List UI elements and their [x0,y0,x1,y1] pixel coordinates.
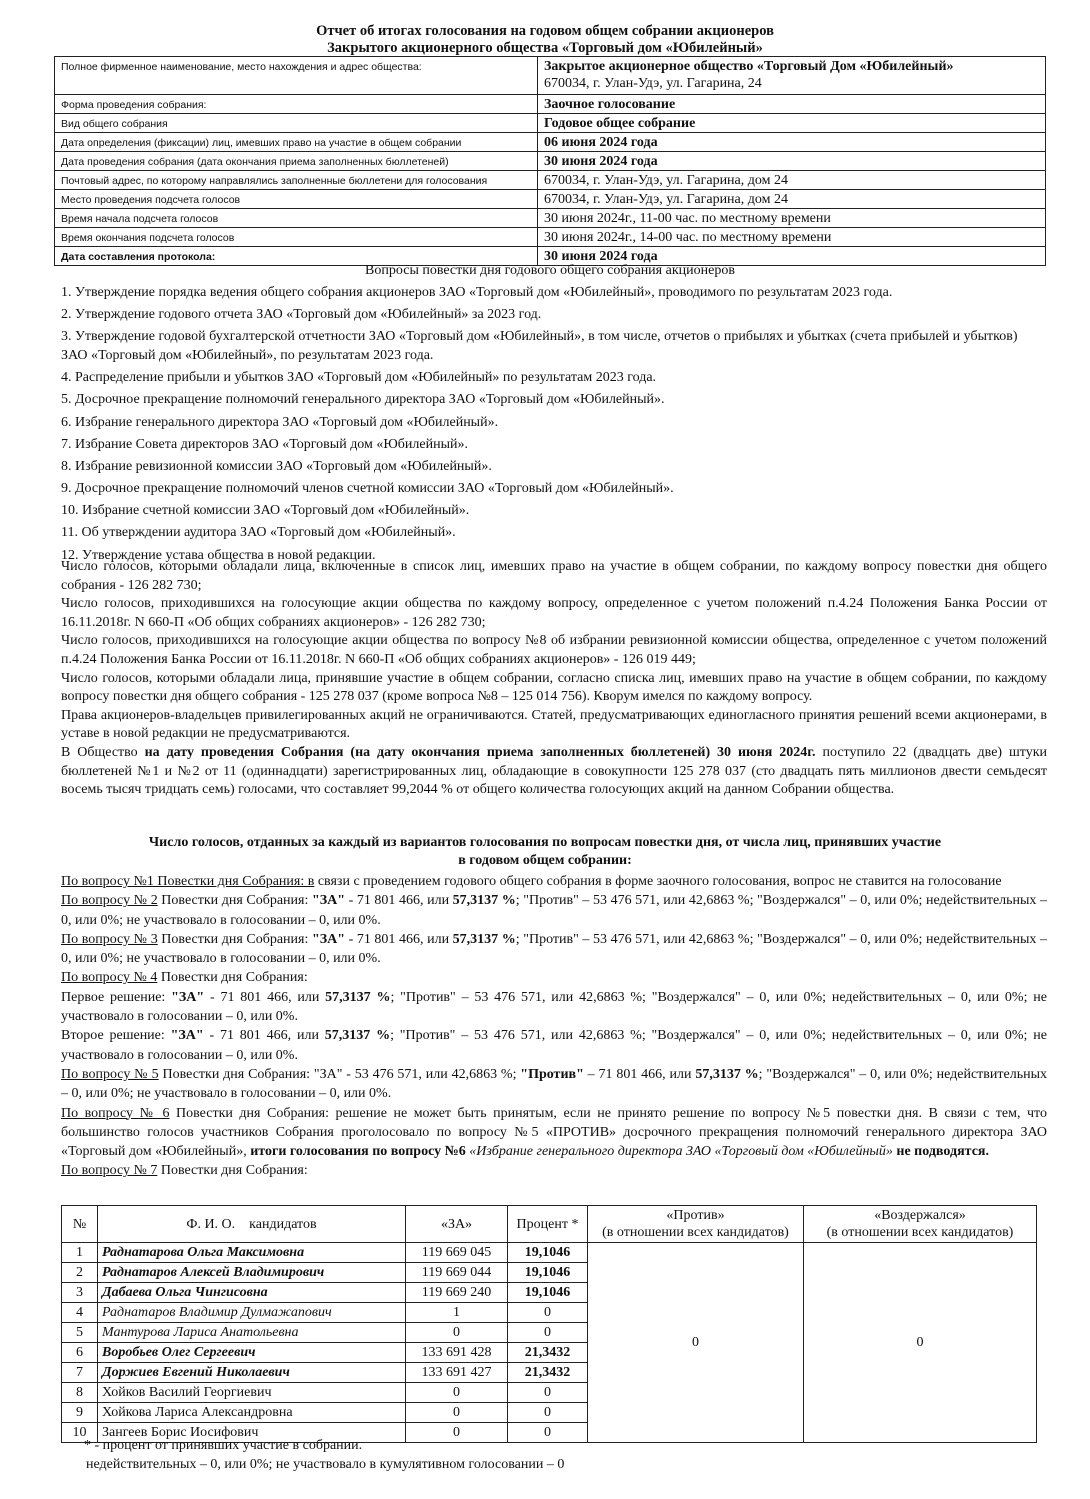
candidate-name: Раднатаров Алексей Владимирович [98,1263,406,1283]
candidates-header-row [62,1206,1037,1243]
result-text: Повестки дня Собрания: [157,970,308,986]
info-key: Форма проведения собрания: [55,95,538,114]
abstain-title: «Воздержался» [874,1208,966,1223]
text-paragraph: Число голосов, приходившихся на голосующие акции общества по каждому вопросу, определенное с учетом положений п.4.24 Положения Банка России от 16.11.2018г. N 660-П «Об общих собраниях акционеров» - 126 282 730; [61,596,1047,630]
candidate-za: 0 [406,1423,508,1443]
candidate-percent: 19,1046 [508,1243,588,1263]
result-q3 [61,930,1047,969]
info-row [55,57,1046,95]
info-key: Вид общего собрания [55,114,538,133]
info-key: Время окончания подсчета голосов [55,228,538,247]
agenda-item: 3. Утверждение годовой бухгалтерской отчетности ЗАО «Торговый дом «Юбилейный», в том числе, отчетов о прибылях и убытках (счета прибылей и убытков) ЗАО «Торговый дом «Юбилейный», по результатам 2023 года. [61,329,1018,363]
info-row [55,95,1046,114]
question-label: По вопросу № 5 [61,1066,159,1082]
abstain-all-value: 0 [804,1243,1037,1443]
text-paragraph [61,744,1047,800]
company-name: Закрытое акционерное общество «Торговый Дом «Юбилейный» [544,59,954,74]
info-key: Дата составления протокола: [55,247,538,266]
col-header-against [588,1206,804,1243]
against-title: «Против» [666,1208,725,1223]
footnote-percent: * - процент от принявших участие в собрании. [84,1438,363,1453]
candidate-number: 4 [62,1303,98,1323]
info-value: 30 июня 2024 года [538,152,1046,171]
meeting-info-table [54,56,1046,266]
result-text: Повестки дня Собрания: [157,893,312,909]
candidate-name: Доржиев Евгений Николаевич [98,1363,406,1383]
info-value: 30 июня 2024 года [538,247,1046,266]
info-key: Полное фирменное наименование, место нахождения и адрес общества: [55,57,538,95]
za-percent: 57,3137 % [325,989,391,1005]
result-q2 [61,891,1047,930]
result-q6 [61,1104,1047,1162]
agenda-item: 2. Утверждение годового отчета ЗАО «Торговый дом «Юбилейный» за 2023 год. [61,307,542,323]
company-address: 670034, г. Улан-Удэ, ул. Гагарина, 24 [544,76,762,91]
candidate-number: 5 [62,1323,98,1343]
info-value: 30 июня 2024г., 11-00 час. по местному времени [538,209,1046,228]
za-label: "ЗА" [311,931,345,947]
info-row [55,114,1046,133]
results-heading [0,834,1090,870]
result-text: ; "Против" – 53 476 571, или 42,6863 %; "Воздержался" – 0, или 0%; недействительных – 0, или 0%; не участвовало в голосовании – 0, или 0%. [61,989,1047,1025]
za-percent: 57,3137 % [452,931,516,947]
info-row [55,228,1046,247]
result-q4-first [61,988,1047,1027]
text-fragment: поступило 22 (двадцать две) штуки бюллетеней №1 и №2 от 11 (одиннадцати) зарегистрированных лиц, обладающие в совокупности 125 278 037 (сто двадцать пять миллионов двести семьдесят восемь тысяч тридцать семь) голосами, что составляет 99,2044 % от общего количества голосующих акций на данном Собрании общества. [61,744,1048,798]
candidate-number: 7 [62,1363,98,1383]
agenda-item: 11. Об утверждении аудитора ЗАО «Торговый дом «Юбилейный». [61,525,456,541]
info-value: 670034, г. Улан-Удэ, ул. Гагарина, дом 24 [538,190,1046,209]
result-q5 [61,1065,1047,1104]
abstain-subtitle: (в отношении всех кандидатов) [826,1225,1014,1240]
candidate-name: Мантурова Лариса Анатольевна [98,1323,406,1343]
result-q7 [61,1161,1047,1180]
question-label: По вопросу № 2 [61,893,158,909]
info-row [55,152,1046,171]
info-value: Годовое общее собрание [538,114,1046,133]
result-text: ; "Против" – 53 476 571, или 42,6863 %; "Воздержался" – 0, или 0%; недействительных – 0, или 0%; не участвовало в голосовании – 0, или 0%. [61,1028,1047,1063]
decision-label: Второе решение: [61,1028,171,1044]
candidate-number: 2 [62,1263,98,1283]
agenda-item: 6. Избрание генерального директора ЗАО «Торговый дом «Юбилейный». [61,414,499,430]
result-text: – 71 801 466, или [583,1066,696,1082]
results-heading-line1: Число голосов, отданных за каждый из вариантов голосования по вопросам повестки дня, от числа лиц, принявших участие [148,835,942,850]
result-text: Повестки дня Собрания: "ЗА" - 53 476 571, или 42,6863 %; [158,1066,521,1082]
result-q4-second [61,1026,1047,1065]
text-paragraph: Число голосов, которыми обладали лица, включенные в список лиц, имевших право на участие в общем собрании, по каждому вопросу повестки дня общего собрания - 126 282 730; [61,559,1047,593]
info-value: 06 июня 2024 года [538,133,1046,152]
info-row [55,133,1046,152]
candidate-percent: 0 [508,1323,588,1343]
agenda-item: 7. Избрание Совета директоров ЗАО «Торговый дом «Юбилейный». [61,436,468,452]
candidate-za: 119 669 045 [406,1243,508,1263]
agenda-heading: Вопросы повестки дня годового общего собрания акционеров [365,263,735,278]
info-value: 30 июня 2024г., 14-00 час. по местному времени [538,228,1046,247]
footnote-invalid: недействительных – 0, или 0%; не участвовало в кумулятивном голосовании – 0 [86,1457,565,1472]
candidate-number: 8 [62,1383,98,1403]
agenda-item: 9. Досрочное прекращение полномочий членов счетной комиссии ЗАО «Торговый дом «Юбилейный». [61,481,674,497]
za-label: "ЗА" [170,1028,204,1044]
against-label: "Против" [520,1066,584,1082]
result-text: связи с проведением годового общего собрания в форме заочного голосования, вопрос не ставится на голосование [314,874,1002,889]
candidate-number: 1 [62,1243,98,1263]
candidate-za: 0 [406,1403,508,1423]
result-text: Повестки дня Собрания: [157,1163,308,1179]
za-label: "ЗА" [311,893,345,909]
candidate-percent: 21,3432 [508,1343,588,1363]
voting-results [61,872,1047,1181]
candidate-za: 133 691 428 [406,1343,508,1363]
za-label: "ЗА" [171,989,205,1005]
candidate-za: 1 [406,1303,508,1323]
col-header-number: № [62,1206,98,1243]
col-header-za: «ЗА» [406,1206,508,1243]
candidate-name: Дабаева Ольга Чингисовна [98,1283,406,1303]
agenda-item: 4. Распределение прибыли и убытков ЗАО «Торговый дом «Юбилейный» по результатам 2023 года. [61,370,657,386]
candidate-za: 0 [406,1323,508,1343]
text-fragment-bold: на дату проведения Собрания (на дату окончания приема заполненных бюллетеней) 30 июня 2024г. [144,744,816,760]
agenda-item: 8. Избрание ревизионной комиссии ЗАО «Торговый дом «Юбилейный». [61,458,492,474]
candidate-percent: 0 [508,1403,588,1423]
result-text: - 71 801 466, или [203,1028,325,1044]
results-heading-line2: в годовом общем собрании: [458,853,632,868]
candidate-name: Зангеев Борис Иосифович [98,1423,406,1443]
result-q4 [61,968,1047,987]
text-paragraph: Число голосов, приходившихся на голосующие акции общества по вопросу №8 об избрании ревизионной комиссии общества, определенное с учетом положений п.4.24 Положения Банка России от 16.11.2018г. N 660-П «Об общих собраниях акционеров» - 126 019 449; [61,633,1047,667]
candidate-name: Воробьев Олег Сергеевич [98,1343,406,1363]
za-percent: 57,3137 % [324,1028,391,1044]
candidate-number: 6 [62,1343,98,1363]
question-label: По вопросу №1 Повестки дня Собрания: в [61,874,315,889]
candidate-percent: 19,1046 [508,1263,588,1283]
info-row [55,190,1046,209]
agenda-list [61,284,1047,569]
document-title-line1: Отчет об итогах голосования на годовом общем собрании акционеров [316,23,774,39]
result-text: Повестки дня Собрания: [157,931,312,947]
candidate-name: Хойкова Лариса Александровна [98,1403,406,1423]
candidate-name: Раднатаров Владимир Дулмажапович [98,1303,406,1323]
against-all-value: 0 [588,1243,804,1443]
info-row [55,209,1046,228]
col-header-percent: Процент * [508,1206,588,1243]
candidate-name: Раднатарова Ольга Максимовна [98,1243,406,1263]
result-text-bold: итоги голосования по вопросу №6 [250,1144,466,1160]
za-percent: 57,3137 % [452,893,516,909]
col-header-abstain [804,1206,1037,1243]
info-value: Заочное голосование [538,95,1046,114]
result-text-italic: «Избрание генерального директора ЗАО «Торговый дом «Юбилейный» [465,1144,893,1160]
info-key: Место проведения подсчета голосов [55,190,538,209]
info-key: Почтовый адрес, по которому направлялись заполненные бюллетени для голосования [55,171,538,190]
result-text: ; "Воздержался" – 0, или 0%; недействительных – 0, или 0%; не участвовало в голосовании – 0, или 0%. [61,1066,1047,1102]
result-q1 [61,872,1047,891]
text-fragment: В Общество [61,744,145,760]
result-text: - 71 801 466, или [204,989,326,1005]
text-paragraph: Права акционеров-владельцев привилегированных акций не ограничиваются. Статей, предусматривающих единогласного принятия решений всеми акционерами, в уставе в новой редакции не предусматриваются. [61,707,1047,742]
candidate-percent: 0 [508,1423,588,1443]
info-row [55,171,1046,190]
info-key: Время начала подсчета голосов [55,209,538,228]
votes-info-text [61,558,1047,800]
candidate-row [62,1243,1037,1263]
question-label: По вопросу № 3 [61,931,158,947]
candidate-number: 9 [62,1403,98,1423]
candidate-za: 0 [406,1383,508,1403]
result-text-bold: не подводятся. [892,1144,989,1160]
col-header-name: Ф. И. О. кандидатов [98,1206,406,1243]
result-text: - 71 801 466, или [345,931,453,947]
against-subtitle: (в отношении всех кандидатов) [602,1225,789,1240]
agenda-item: 10. Избрание счетной комиссии ЗАО «Торговый дом «Юбилейный». [61,503,470,519]
agenda-item: 5. Досрочное прекращение полномочий генерального директора ЗАО «Торговый дом «Юбилейный». [61,392,665,408]
info-key: Дата определения (фиксации) лиц, имевших право на участие в общем собрании [55,133,538,152]
agenda-item: 12. Утверждение устава общества в новой редакции. [61,547,376,563]
candidate-name: Хойков Василий Георгиевич [98,1383,406,1403]
question-label: По вопросу № 7 [61,1163,158,1179]
candidate-za: 119 669 240 [406,1283,508,1303]
candidate-number: 10 [62,1423,98,1443]
against-percent: 57,3137 % [695,1066,759,1082]
result-text: ; "Против" – 53 476 571, или 42,6863 %; "Воздержался" – 0, или 0%; недействительных – 0, или 0%; не участвовало в голосовании – 0, или 0%. [61,931,1048,967]
candidate-percent: 19,1046 [508,1283,588,1303]
candidates-table [61,1205,1037,1443]
decision-label: Первое решение: [61,989,172,1005]
candidate-percent: 0 [508,1383,588,1403]
agenda-item: 1. Утверждение порядка ведения общего собрания акционеров ЗАО «Торговый дом «Юбилейный», проводимого по результатам 2023 года. [61,285,893,300]
question-label: По вопросу № 6 [61,1105,170,1121]
candidate-za: 133 691 427 [406,1363,508,1383]
result-text: - 71 801 466, или [345,893,453,909]
question-label: По вопросу № 4 [61,970,158,986]
info-key: Дата проведения собрания (дата окончания приема заполненных бюллетеней) [55,152,538,171]
document-title-line2: Закрытого акционерного общества «Торговый дом «Юбилейный» [327,40,763,56]
candidate-percent: 0 [508,1303,588,1323]
candidate-percent: 21,3432 [508,1363,588,1383]
candidate-number: 3 [62,1283,98,1303]
result-text: ; "Против" – 53 476 571, или 42,6863 %; "Воздержался" – 0, или 0%; недействительных – 0, или 0%; не участвовало в голосовании – 0, или 0%. [61,893,1048,928]
result-text: Повестки дня Собрания: решение не может быть принятым, если не принято решение по вопросу №5 повестки дня. В связи с тем, что большинство голосов участников Собрания проголосовало по вопросу №5 «ПРОТИВ» досрочного прекращения полномочий генерального директора ЗАО «Торговый дом «Юбилейный», [61,1105,1047,1160]
text-paragraph: Число голосов, которыми обладали лица, принявшие участие в общем собрании, согласно списка лиц, имевших право на участие в общем собрании, по каждому вопросу повестки дня общего собрания - 125 278 037 (кроме вопроса №8 – 125 014 756). Кворум имелся по каждому вопросу. [61,670,1047,705]
info-value: 670034, г. Улан-Удэ, ул. Гагарина, дом 24 [538,171,1046,190]
candidate-za: 119 669 044 [406,1263,508,1283]
info-value [538,57,1046,95]
